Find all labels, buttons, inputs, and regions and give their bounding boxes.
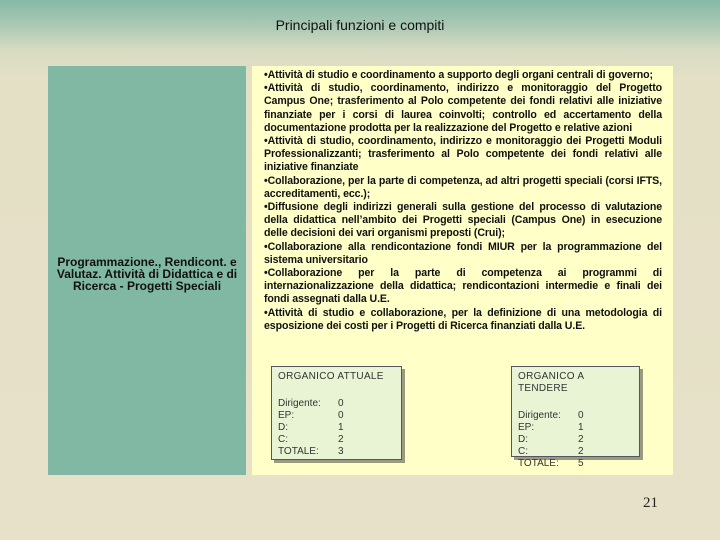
bullet-item: •Attività di studio, coordinamento, indirizzo e monitoraggio del Progetto Campus One; trasferimento al Polo competente dei fondi relativi alle iniziative finanziate per i corsi di laurea coinvolti; controllo ed accertamento della documentazione prodotta per la realizzazione del Progetto e relative azioni: [264, 82, 662, 134]
staff-role: D:: [278, 422, 288, 433]
staff-row: [278, 434, 395, 446]
bullet-item: •Attività di studio e coordinamento a supporto degli organi centrali di governo;: [264, 69, 653, 81]
bullet-item: •Collaborazione alla rendicontazione fondi MIUR per la programmazione del sistema universitario: [264, 240, 662, 266]
bullet-item: •Collaborazione, per la parte di competenza, ad altri progetti speciali (corsi IFTS, accreditamenti, ecc.);: [264, 174, 662, 200]
staff-count: 2: [578, 446, 584, 457]
area-label-panel: [48, 66, 246, 475]
staff-count: 0: [338, 410, 344, 421]
staff-role: C:: [278, 434, 288, 445]
staff-row: [518, 446, 633, 458]
staff-row: [518, 410, 633, 422]
bullet-item: •Attività di studio e collaborazione, per la definizione di una metodologia di esposizione dei costi per i Progetti di Ricerca finanziati dalla U.E.: [264, 306, 662, 332]
staff-role: D:: [518, 434, 528, 445]
staff-row: [518, 422, 633, 434]
slide-title: Principali funzioni e compiti: [275, 17, 445, 33]
staff-count: 2: [578, 434, 584, 445]
staff-role: TOTALE:: [278, 446, 319, 457]
staff-count: 1: [338, 422, 344, 433]
staff-count: 1: [578, 422, 584, 433]
bullet-item: •Collaborazione per la parte di competenza ai programmi di internazionalizzazione della didattica; rendicontazioni intermedie e finali dei fondi assegnati dalla U.E.: [264, 267, 662, 306]
bullet-list: [264, 69, 662, 333]
organico-tendere-box: [511, 366, 640, 469]
staff-count: 0: [338, 398, 344, 409]
bullet-item: •Diffusione degli indirizzi generali sulla gestione del processo di valutazione della didattica nell’ambito dei Progetti speciali (Campus One) in esecuzione delle decisioni dei vari organismi preposti (Crui);: [264, 201, 662, 240]
staff-count: 3: [338, 446, 344, 457]
box-title: ORGANICO ATTUALE: [278, 371, 384, 382]
organico-attuale-box: [271, 366, 402, 460]
staff-count: 5: [578, 458, 584, 469]
staff-row: [278, 422, 395, 434]
staff-count: 0: [578, 410, 584, 421]
staff-role: EP:: [278, 410, 295, 421]
staff-row: [518, 434, 633, 446]
staff-count: 2: [338, 434, 344, 445]
box-title: ORGANICO A TENDERE: [518, 371, 584, 394]
staff-role: Dirigente:: [518, 410, 561, 421]
bullet-item: •Attività di studio, coordinamento, indirizzo e monitoraggio dei Progetti Moduli Professionalizzanti; trasferimento al Polo competente dei fondi relativi alle iniziative finanziate: [264, 135, 662, 174]
staff-role: C:: [518, 446, 528, 457]
staff-row: [278, 398, 395, 410]
staff-role: EP:: [518, 422, 535, 433]
staff-role: Dirigente:: [278, 398, 321, 409]
page-number: 21: [643, 495, 658, 511]
staff-role: TOTALE:: [518, 458, 559, 469]
staff-row: [278, 446, 395, 458]
area-label: Programmazione., Rendicont. e Valutaz. Attività di Didattica e di Ricerca - Progetti Speciali: [56, 254, 238, 293]
staff-row: [518, 458, 633, 470]
staff-row: [278, 410, 395, 422]
functions-panel: [252, 66, 673, 475]
